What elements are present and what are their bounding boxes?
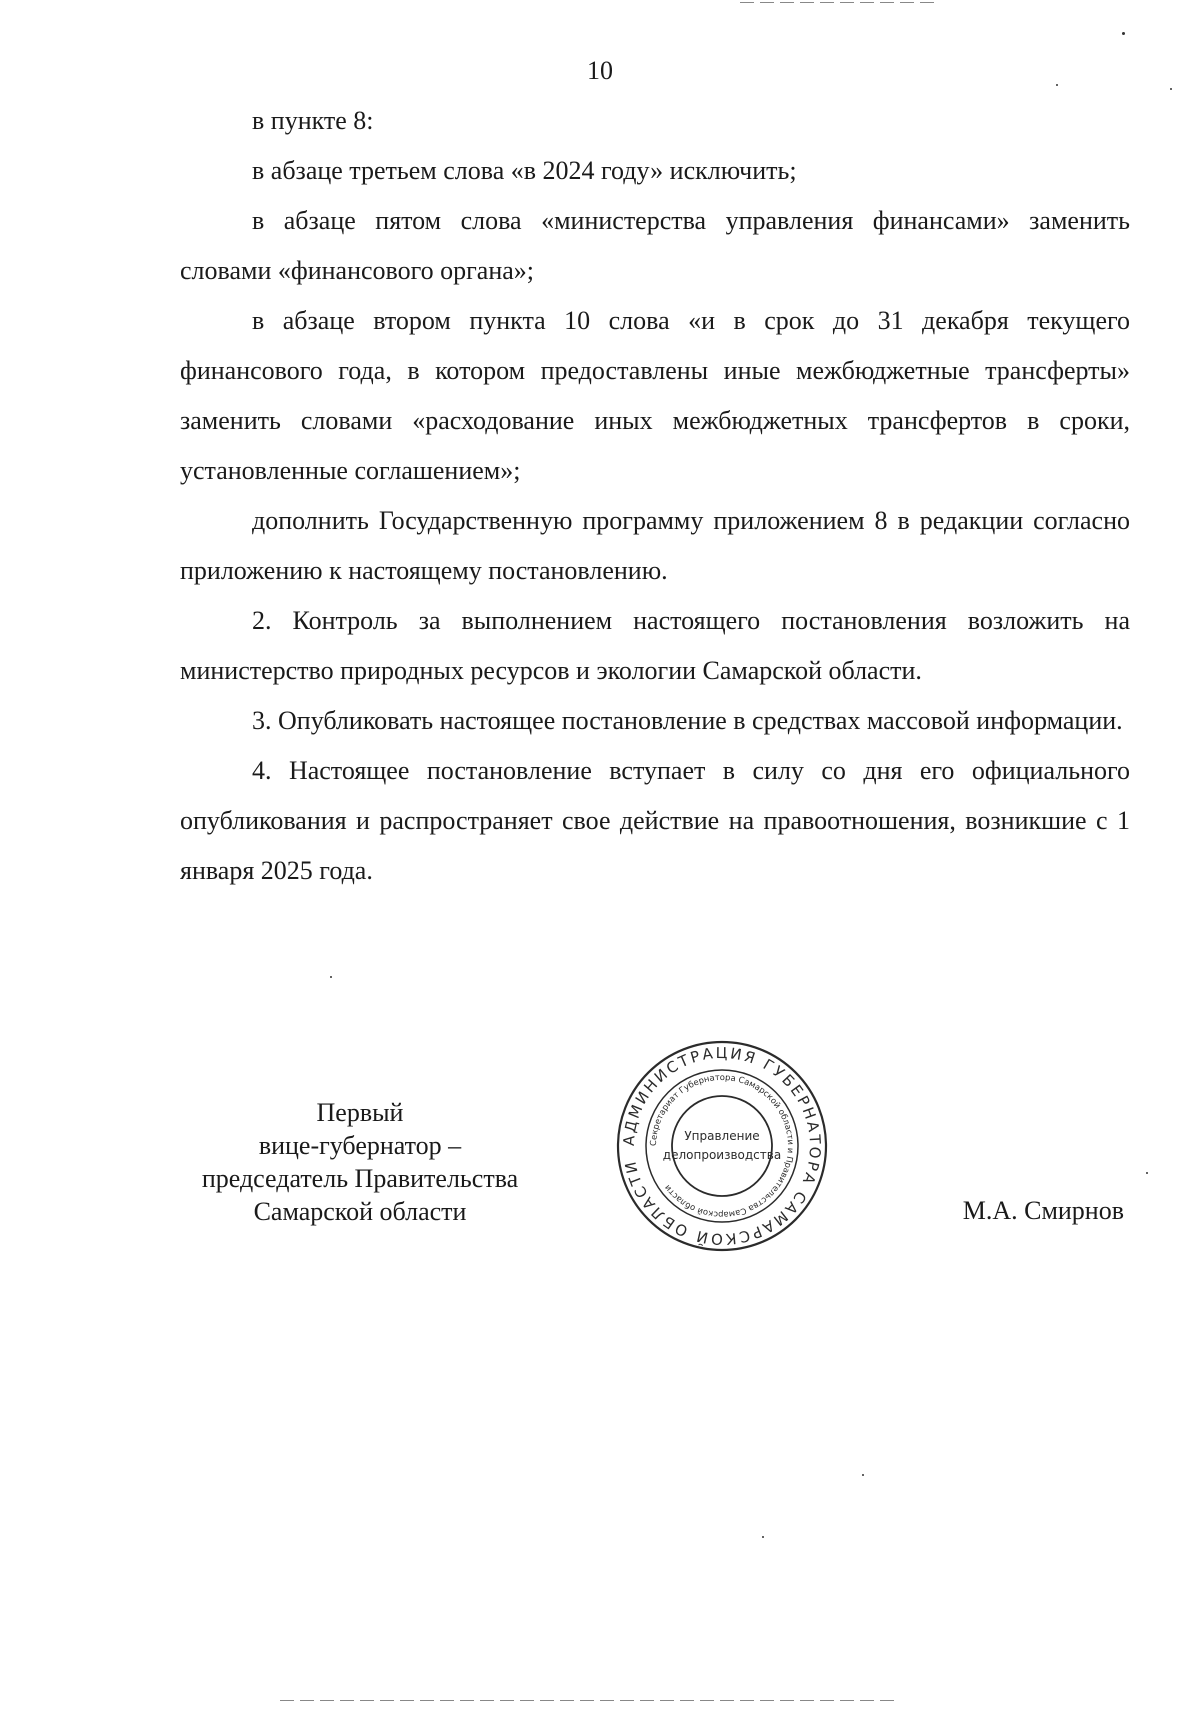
scan-dot (762, 1536, 764, 1538)
signatory-title-line: Самарской области (253, 1197, 467, 1226)
paragraph-item-8: в пункте 8: (252, 106, 374, 135)
official-stamp (612, 1036, 832, 1256)
scan-dot (1122, 32, 1125, 35)
signatory-title-line: Первый (316, 1098, 404, 1127)
scan-bottom-edge (280, 1700, 900, 1701)
paragraph-publish: 3. Опубликовать настоящее постановление в средствах массовой информации. (252, 706, 1123, 735)
scan-dot (862, 1474, 864, 1476)
signatory-title-line: вице-губернатор – (258, 1131, 462, 1160)
signatory-name: М.А. Смирнов (962, 1196, 1124, 1225)
scan-dot (330, 976, 332, 978)
scan-top-edge (740, 2, 940, 3)
signatory-title-line: председатель Правительства (201, 1164, 519, 1193)
signatory-title (180, 1096, 540, 1228)
scan-dot (1056, 84, 1058, 86)
svg-text:Секретариат Губернатора Самарс (648, 1072, 796, 1220)
stamp-inner-ring-text: Секретариат Губернатора Самарской области и Правительства Самарской области (647, 1071, 797, 1221)
paragraph-abzac-5: в абзаце пятом слова «министерства управления финансами» заменить словами «финансового органа»; (180, 206, 1130, 285)
page-number: 10 (587, 56, 613, 85)
stamp-center-line-2: делопроизводства (662, 1148, 782, 1162)
scan-dot (1170, 88, 1172, 90)
stamp-inner-ring (646, 1070, 798, 1222)
scan-dot (1146, 1172, 1148, 1174)
document-body (180, 96, 1130, 896)
stamp-center-line-1: Управление (684, 1129, 760, 1143)
paragraph-control: 2. Контроль за выполнением настоящего постановления возложить на министерство природных ресурсов и экологии Самарской области. (180, 606, 1130, 685)
paragraph-abzac-3: в абзаце третьем слова «в 2024 году» исключить; (252, 156, 797, 185)
stamp-outer-text: АДМИНИСТРАЦИЯ ГУБЕРНАТОРА САМАРСКОЙ ОБЛАСТИ (619, 1043, 825, 1249)
paragraph-appendix: дополнить Государственную программу приложением 8 в редакции согласно приложению к настоящему постановлению. (180, 506, 1130, 585)
stamp-center-ring (672, 1096, 772, 1196)
paragraph-item-10: в абзаце втором пункта 10 слова «и в срок до 31 декабря текущего финансового года, в котором предоставлены иные межбюджетные трансферты» заменить словами «расходование иных межбюджетных трансфертов в сроки, установленные соглашением»; (180, 306, 1130, 485)
paragraph-effective: 4. Настоящее постановление вступает в силу со дня его официального опубликования и распространяет свое действие на правоотношения, возникшие с 1 января 2025 года. (180, 756, 1130, 885)
